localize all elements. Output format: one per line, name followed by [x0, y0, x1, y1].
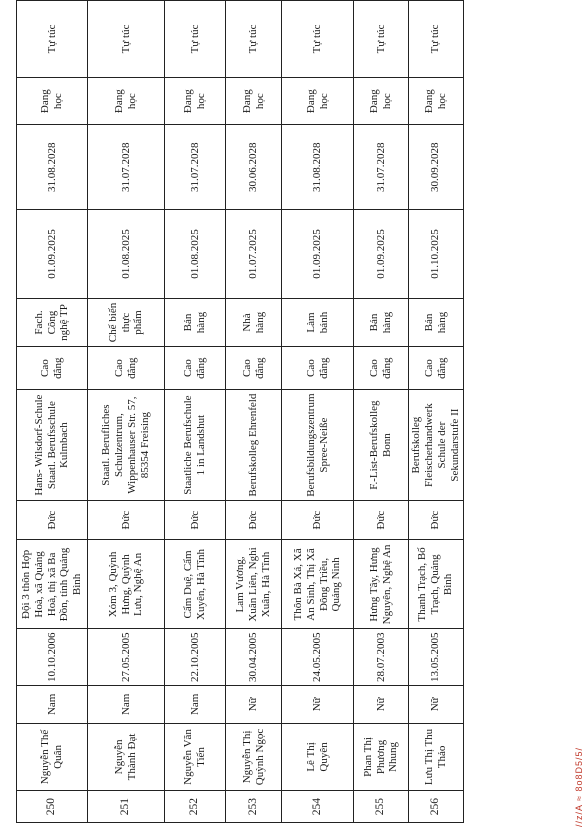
cell-address: Hưng Tây, Hưng Nguyên, Nghệ An — [354, 540, 409, 629]
cell-major: Làm bánh — [282, 299, 354, 347]
cell-start: 01.09.2025 — [282, 209, 354, 298]
cell-status: Đang học — [226, 77, 282, 125]
cell-level: Cao đẳng — [409, 346, 464, 390]
table-row — [409, 1, 464, 823]
cell-address: Xóm 3, Quỳnh Hưng, Quỳnh Lưu, Nghệ An — [88, 540, 165, 629]
cell-end: 30.06.2028 — [226, 125, 282, 209]
cell-dob: 13.05.2005 — [409, 629, 464, 686]
cell-name: Nguyễn Thành Đạt — [88, 723, 165, 790]
cell-address: Lam Vương, Xuân Liên, Nghi Xuân, Hà Tĩnh — [226, 540, 282, 629]
cell-gender: Nữ — [282, 685, 354, 723]
cell-major: Nhà hàng — [226, 299, 282, 347]
cell-name: Phan Thị Phương Nhung — [354, 723, 409, 790]
cell-dob: 27.05.2005 — [88, 629, 165, 686]
cell-major: Chế biến thực phẩm — [88, 299, 165, 347]
cell-level: Cao đẳng — [165, 346, 226, 390]
cell-school: Staatl. Berufliches Schulzentrum, Wippenhauser Str. 57, 85354 Freising — [88, 390, 165, 500]
cell-end: 31.08.2028 — [17, 125, 88, 209]
table-row — [17, 1, 88, 823]
cell-end: 30.09.2028 — [409, 125, 464, 209]
cell-gender: Nam — [88, 685, 165, 723]
cell-gender: Nữ — [226, 685, 282, 723]
cell-address: Đội 3 thôn Hợp Hoà, xã Quảng Hoà, thị xã Ba Đồn, tỉnh Quảng Bình — [17, 540, 88, 629]
cell-dob: 28.07.2003 — [354, 629, 409, 686]
cell-address: Thanh Trạch, Bố Trạch, Quảng Bình — [409, 540, 464, 629]
cell-start: 01.08.2025 — [88, 209, 165, 298]
cell-level: Cao đẳng — [88, 346, 165, 390]
cell-funding: Tự túc — [88, 1, 165, 78]
cell-name: Nguyễn Thị Quỳnh Ngọc — [226, 723, 282, 790]
cell-stt: 256 — [409, 791, 464, 823]
cell-funding: Tự túc — [409, 1, 464, 78]
cell-status: Đang học — [282, 77, 354, 125]
cell-country: Đức — [88, 500, 165, 540]
table-row — [354, 1, 409, 823]
cell-gender: Nữ — [354, 685, 409, 723]
cell-stt: 252 — [165, 791, 226, 823]
cell-level: Cao đẳng — [354, 346, 409, 390]
cell-gender: Nam — [17, 685, 88, 723]
cell-level: Cao đẳng — [282, 346, 354, 390]
cell-country: Đức — [354, 500, 409, 540]
cell-school: F.-List-Berufskolleg Bonn — [354, 390, 409, 500]
table-row — [282, 1, 354, 823]
cell-level: Cao đẳng — [17, 346, 88, 390]
cell-school: Berufsbildungszentrum Spree-Neiße — [282, 390, 354, 500]
cell-start: 01.09.2025 — [17, 209, 88, 298]
cell-level: Cao đẳng — [226, 346, 282, 390]
cell-dob: 10.10.2006 — [17, 629, 88, 686]
cell-country: Đức — [282, 500, 354, 540]
table-row — [88, 1, 165, 823]
cell-dob: 22.10.2005 — [165, 629, 226, 686]
cell-major: Bán hàng — [354, 299, 409, 347]
table-row — [226, 1, 282, 823]
cell-address: Cẩm Duệ, Cẩm Xuyên, Hà Tĩnh — [165, 540, 226, 629]
cell-name: Lưu Thị Thu Thảo — [409, 723, 464, 790]
cell-status: Đang học — [409, 77, 464, 125]
cell-school: Berufskolleg Ehrenfeld — [226, 390, 282, 500]
cell-end: 31.08.2028 — [282, 125, 354, 209]
cell-start: 01.09.2025 — [354, 209, 409, 298]
cell-name: Lê Thị Quyên — [282, 723, 354, 790]
cell-country: Đức — [226, 500, 282, 540]
student-table — [16, 0, 464, 823]
cell-funding: Tự túc — [354, 1, 409, 78]
cell-status: Đang học — [165, 77, 226, 125]
cell-stt: 253 — [226, 791, 282, 823]
cell-dob: 30.04.2005 — [226, 629, 282, 686]
cell-country: Đức — [165, 500, 226, 540]
table-row — [165, 1, 226, 823]
cell-country: Đức — [409, 500, 464, 540]
cell-status: Đang học — [354, 77, 409, 125]
cell-major: Bán hàng — [409, 299, 464, 347]
cell-stt: 255 — [354, 791, 409, 823]
cell-school: Hans- Wilsdorf-Schule Staatl. Berufsschule Kulmbach — [17, 390, 88, 500]
cell-start: 01.10.2025 — [409, 209, 464, 298]
cell-funding: Tự túc — [17, 1, 88, 78]
cell-status: Đang học — [17, 77, 88, 125]
cell-end: 31.07.2028 — [165, 125, 226, 209]
cell-major: Fach. Công nghệ TP — [17, 299, 88, 347]
cell-start: 01.08.2025 — [165, 209, 226, 298]
cell-funding: Tự túc — [282, 1, 354, 78]
cell-gender: Nam — [165, 685, 226, 723]
cell-end: 31.07.2028 — [88, 125, 165, 209]
cell-status: Đang học — [88, 77, 165, 125]
cell-stt: 250 — [17, 791, 88, 823]
cell-major: Bán hàng — [165, 299, 226, 347]
cell-end: 31.07.2028 — [354, 125, 409, 209]
cell-country: Đức — [17, 500, 88, 540]
table-body — [17, 1, 464, 823]
cell-name: Nguyễn Thế Quân — [17, 723, 88, 790]
page-stamp: //z/A ≈ 8o8D5/5/ — [574, 747, 584, 827]
cell-dob: 24.05.2005 — [282, 629, 354, 686]
cell-address: Thôn Bà Xá, Xã An Sinh, Thị Xã Đông Triều, Quảng Ninh — [282, 540, 354, 629]
cell-stt: 254 — [282, 791, 354, 823]
cell-stt: 251 — [88, 791, 165, 823]
cell-name: Nguyễn Văn Tiến — [165, 723, 226, 790]
cell-school: Berufskolleg Fleischerhandwerk Schule der Sekundarstufe II — [409, 390, 464, 500]
cell-start: 01.07.2025 — [226, 209, 282, 298]
cell-funding: Tự túc — [165, 1, 226, 78]
cell-funding: Tự túc — [226, 1, 282, 78]
cell-gender: Nữ — [409, 685, 464, 723]
cell-school: Staatliche Berufschule 1 in Landshut — [165, 390, 226, 500]
